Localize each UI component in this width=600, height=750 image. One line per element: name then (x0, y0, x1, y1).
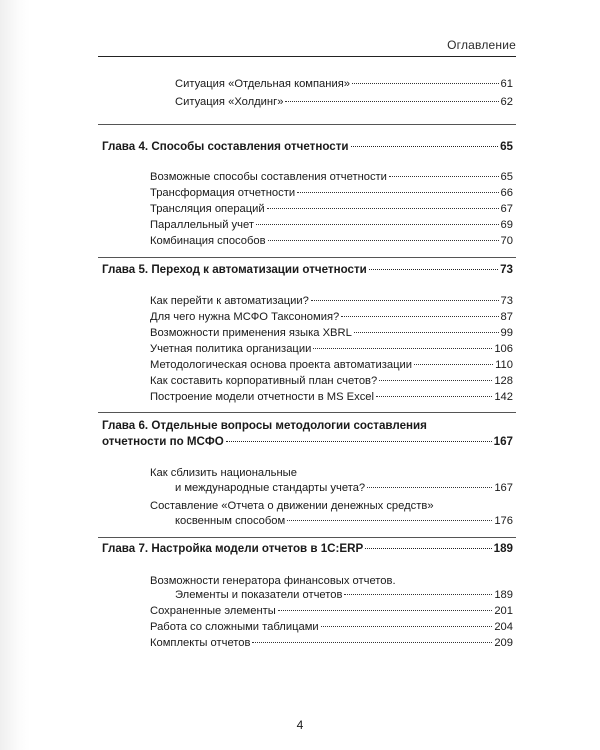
toc-entry-page: 67 (500, 203, 513, 215)
toc-entry[interactable] (150, 218, 513, 232)
dot-leader (389, 176, 499, 177)
toc-entry-page: 128 (494, 375, 513, 387)
toc-entry[interactable] (175, 588, 513, 602)
toc-entry[interactable] (150, 342, 513, 356)
toc-entry-title: Как составить корпоративный план счетов? (150, 375, 378, 387)
chapter-page: 167 (493, 435, 513, 448)
toc-entry-title: Как перейти к автоматизации? (150, 295, 309, 307)
toc-entry[interactable] (175, 77, 513, 91)
dot-leader (341, 316, 498, 317)
toc-entry-title: Возможности применения языка XBRL (150, 327, 352, 339)
toc-entry[interactable] (150, 636, 513, 650)
toc-entry[interactable] (150, 390, 513, 404)
dot-leader (376, 396, 492, 397)
chapter-page: 73 (500, 263, 513, 276)
toc-entry-page: 110 (495, 359, 513, 371)
toc-entry-page: 176 (494, 515, 513, 527)
toc-entry-page: 65 (500, 171, 513, 183)
toc-entry-page: 62 (500, 96, 513, 108)
chapter-6-title-line1[interactable]: Глава 6. Отдельные вопросы методологии составления (102, 419, 427, 432)
dot-leader (379, 380, 492, 381)
dot-leader (414, 364, 493, 365)
dot-leader (268, 240, 499, 241)
page-number: 4 (296, 718, 304, 732)
toc-entry-page: 106 (494, 343, 513, 355)
toc-entry-title: Параллельный учет (150, 219, 254, 231)
toc-entry[interactable] (150, 202, 513, 216)
toc-entry-title: Сохраненные элементы (150, 605, 276, 617)
section-rule (98, 124, 516, 125)
toc-entry-title: Учетная политика организации (150, 343, 312, 355)
toc-entry[interactable] (150, 310, 513, 324)
toc-entry[interactable] (150, 170, 513, 184)
dot-leader (226, 441, 492, 442)
chapter-title: Глава 5. Переход к автоматизации отчетности (102, 263, 367, 276)
toc-entry-page: 73 (500, 295, 513, 307)
chapter-6-heading[interactable] (102, 435, 513, 449)
toc-entry-title: Для чего нужна МСФО Таксономия? (150, 311, 340, 323)
toc-entry-page: 99 (500, 327, 513, 339)
dot-leader (252, 642, 492, 643)
toc-entry-page: 69 (500, 219, 513, 231)
toc-entry-title: Комбинация способов (150, 235, 266, 247)
toc-entry-title: и международные стандарты учета? (175, 482, 366, 494)
section-rule (98, 537, 516, 538)
toc-entry-page: 142 (494, 391, 513, 403)
dot-leader (313, 348, 492, 349)
toc-entry-title: косвенным способом (175, 515, 286, 527)
toc-entry-page: 61 (500, 78, 513, 90)
toc-entry-page: 189 (494, 589, 513, 601)
chapter-title: Глава 7. Настройка модели отчетов в 1С:ERP (102, 542, 364, 555)
dot-leader (267, 208, 499, 209)
toc-entry-title: Трансформация отчетности (150, 187, 296, 199)
toc-entry-title: Ситуация «Отдельная компания» (175, 78, 350, 90)
toc-entry-title: Трансляция операций (150, 203, 265, 215)
dot-leader (354, 332, 499, 333)
chapter-5-heading[interactable] (102, 263, 513, 277)
toc-entry-title: Комплекты отчетов (150, 637, 251, 649)
toc-entry-page: 70 (500, 235, 513, 247)
chapter-title: отчетности по МСФО (102, 435, 224, 448)
toc-entry-page: 66 (500, 187, 513, 199)
toc-entry[interactable] (175, 514, 513, 528)
toc-entry[interactable] (150, 234, 513, 248)
dot-leader (351, 146, 499, 147)
dot-leader (256, 224, 499, 225)
toc-entry-title: Ситуация «Холдинг» (175, 96, 284, 108)
toc-entry[interactable] (150, 294, 513, 308)
toc-entry-title: Работа со сложными таблицами (150, 621, 319, 633)
dot-leader (344, 594, 492, 595)
toc-entry-page: 201 (494, 605, 513, 617)
dot-leader (367, 487, 492, 488)
dot-leader (365, 548, 491, 549)
chapter-page: 189 (493, 542, 513, 555)
dot-leader (287, 520, 492, 521)
section-rule (98, 257, 516, 258)
toc-entry-title-line1[interactable]: Возможности генератора финансовых отчетов. (150, 575, 396, 587)
toc-entry[interactable] (150, 604, 513, 618)
toc-entry-title: Построение модели отчетности в MS Excel (150, 391, 375, 403)
toc-entry-page: 204 (494, 621, 513, 633)
chapter-4-heading[interactable] (102, 140, 513, 154)
dot-leader (285, 101, 498, 102)
dot-leader (278, 610, 493, 611)
toc-entry-page: 167 (494, 482, 513, 494)
toc-entry[interactable] (150, 358, 513, 372)
toc-entry-title: Возможные способы составления отчетности (150, 171, 387, 183)
toc-entry-title-line1[interactable]: Составление «Отчета о движении денежных средств» (150, 500, 434, 512)
toc-entry-title-line1[interactable]: Как сблизить национальные (150, 467, 297, 479)
toc-entry[interactable] (150, 186, 513, 200)
toc-entry-page: 209 (494, 637, 513, 649)
toc-entry[interactable] (150, 326, 513, 340)
section-rule (98, 412, 516, 413)
toc-entry-title: Элементы и показатели отчетов (175, 589, 343, 601)
running-header-title: Оглавление (447, 38, 516, 52)
dot-leader (297, 192, 498, 193)
dot-leader (369, 269, 498, 270)
chapter-7-heading[interactable] (102, 542, 513, 556)
toc-entry[interactable] (175, 95, 513, 109)
toc-entry[interactable] (175, 481, 513, 495)
toc-entry[interactable] (150, 620, 513, 634)
dot-leader (321, 626, 493, 627)
dot-leader (352, 83, 499, 84)
toc-entry[interactable] (150, 374, 513, 388)
toc-entry-title: Методологическая основа проекта автоматизации (150, 359, 413, 371)
chapter-title: Глава 4. Способы составления отчетности (102, 140, 349, 153)
toc-entry-page: 87 (500, 311, 513, 323)
dot-leader (311, 300, 499, 301)
chapter-page: 65 (500, 140, 513, 153)
